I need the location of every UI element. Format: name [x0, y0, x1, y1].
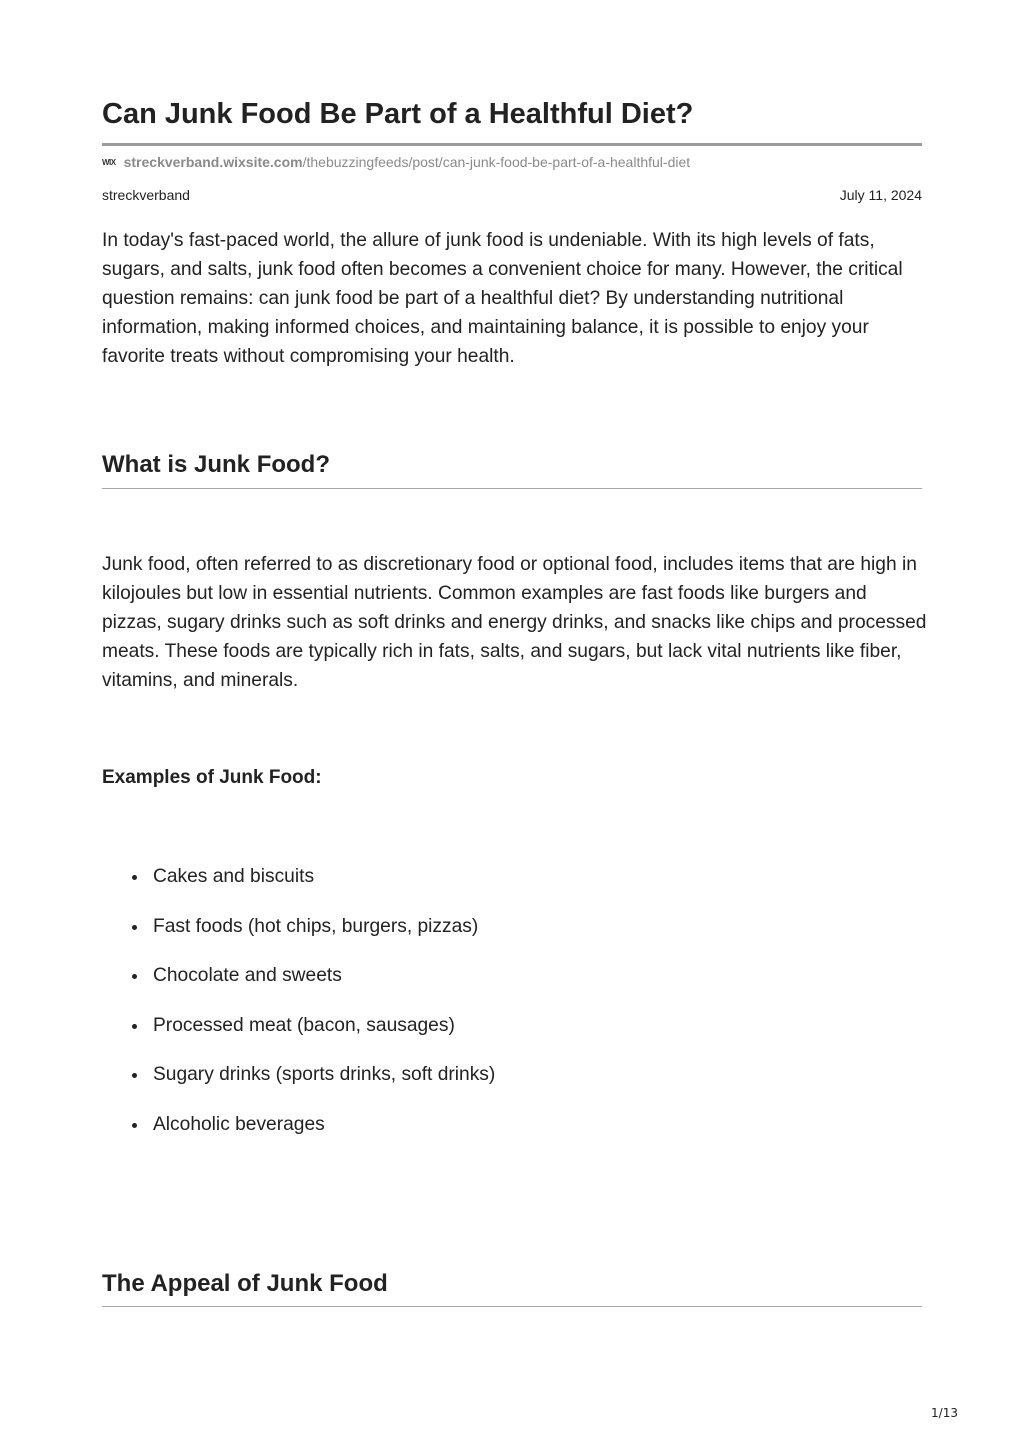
- list-item-text: Processed meat (bacon, sausages): [153, 1014, 455, 1036]
- list-item: [102, 1060, 495, 1110]
- junk-food-definition-paragraph: Junk food, often referred to as discretionary food or optional food, includes items that are high in kilojoules but low in essential nutrients. Common examples are fast foods like burgers and pizzas, sugary drinks such as soft drinks and energy drinks, and snacks like chips and processed meats. These foods are typically rich in fats, salts, and sugars, but lack vital nutrients like fiber, vitamins, and minerals.: [102, 554, 927, 691]
- source-path: /thebuzzingfeeds/post/can-junk-food-be-part-of-a-healthful-diet: [302, 154, 691, 170]
- bullet-icon: [132, 1024, 137, 1029]
- source-link[interactable]: [124, 154, 691, 170]
- list-item-text: Alcoholic beverages: [153, 1113, 325, 1135]
- list-item: [102, 912, 495, 962]
- title-divider: [102, 143, 922, 146]
- source-line: [102, 153, 690, 172]
- list-item-text: Cakes and biscuits: [153, 866, 315, 887]
- junk-food-examples-list: [102, 862, 495, 1160]
- author-name: streckverband: [102, 187, 190, 203]
- list-item: [102, 961, 495, 1011]
- intro-paragraph: In today's fast-paced world, the allure of junk food is undeniable. With its high levels of fats, sugars, and salts, junk food often becomes a convenient choice for many. However, the critical question remains: can junk food be part of a healthful diet? By understanding nutritional information, making informed choices, and maintaining balance, it is possible to enjoy your favorite treats without compromising your health.: [102, 230, 903, 367]
- list-item-text: Sugary drinks (sports drinks, soft drinks): [153, 1064, 496, 1086]
- list-item-text: Fast foods (hot chips, burgers, pizzas): [153, 915, 479, 937]
- bullet-icon: [132, 875, 137, 880]
- list-item: [102, 1110, 495, 1160]
- bullet-icon: [132, 925, 137, 930]
- section-divider: [102, 488, 922, 489]
- source-domain: streckverband.wixsite.com: [123, 154, 303, 170]
- bullet-icon: [132, 1123, 137, 1128]
- bullet-icon: [132, 974, 137, 979]
- list-item-text: Chocolate and sweets: [153, 965, 342, 987]
- examples-subheading: Examples of Junk Food:: [102, 767, 322, 788]
- publish-date: July 11, 2024: [839, 187, 922, 203]
- section-heading-appeal-of-junk-food: The Appeal of Junk Food: [102, 1270, 388, 1297]
- section-heading-what-is-junk-food: What is Junk Food?: [102, 451, 330, 478]
- article-title: Can Junk Food Be Part of a Healthful Diet?: [102, 98, 694, 130]
- wix-logo-icon: WIX: [102, 158, 116, 167]
- section-divider: [102, 1306, 922, 1307]
- list-item: [102, 862, 495, 912]
- bullet-icon: [132, 1073, 137, 1078]
- page-number: 1/13: [931, 1406, 958, 1420]
- list-item: [102, 1011, 495, 1061]
